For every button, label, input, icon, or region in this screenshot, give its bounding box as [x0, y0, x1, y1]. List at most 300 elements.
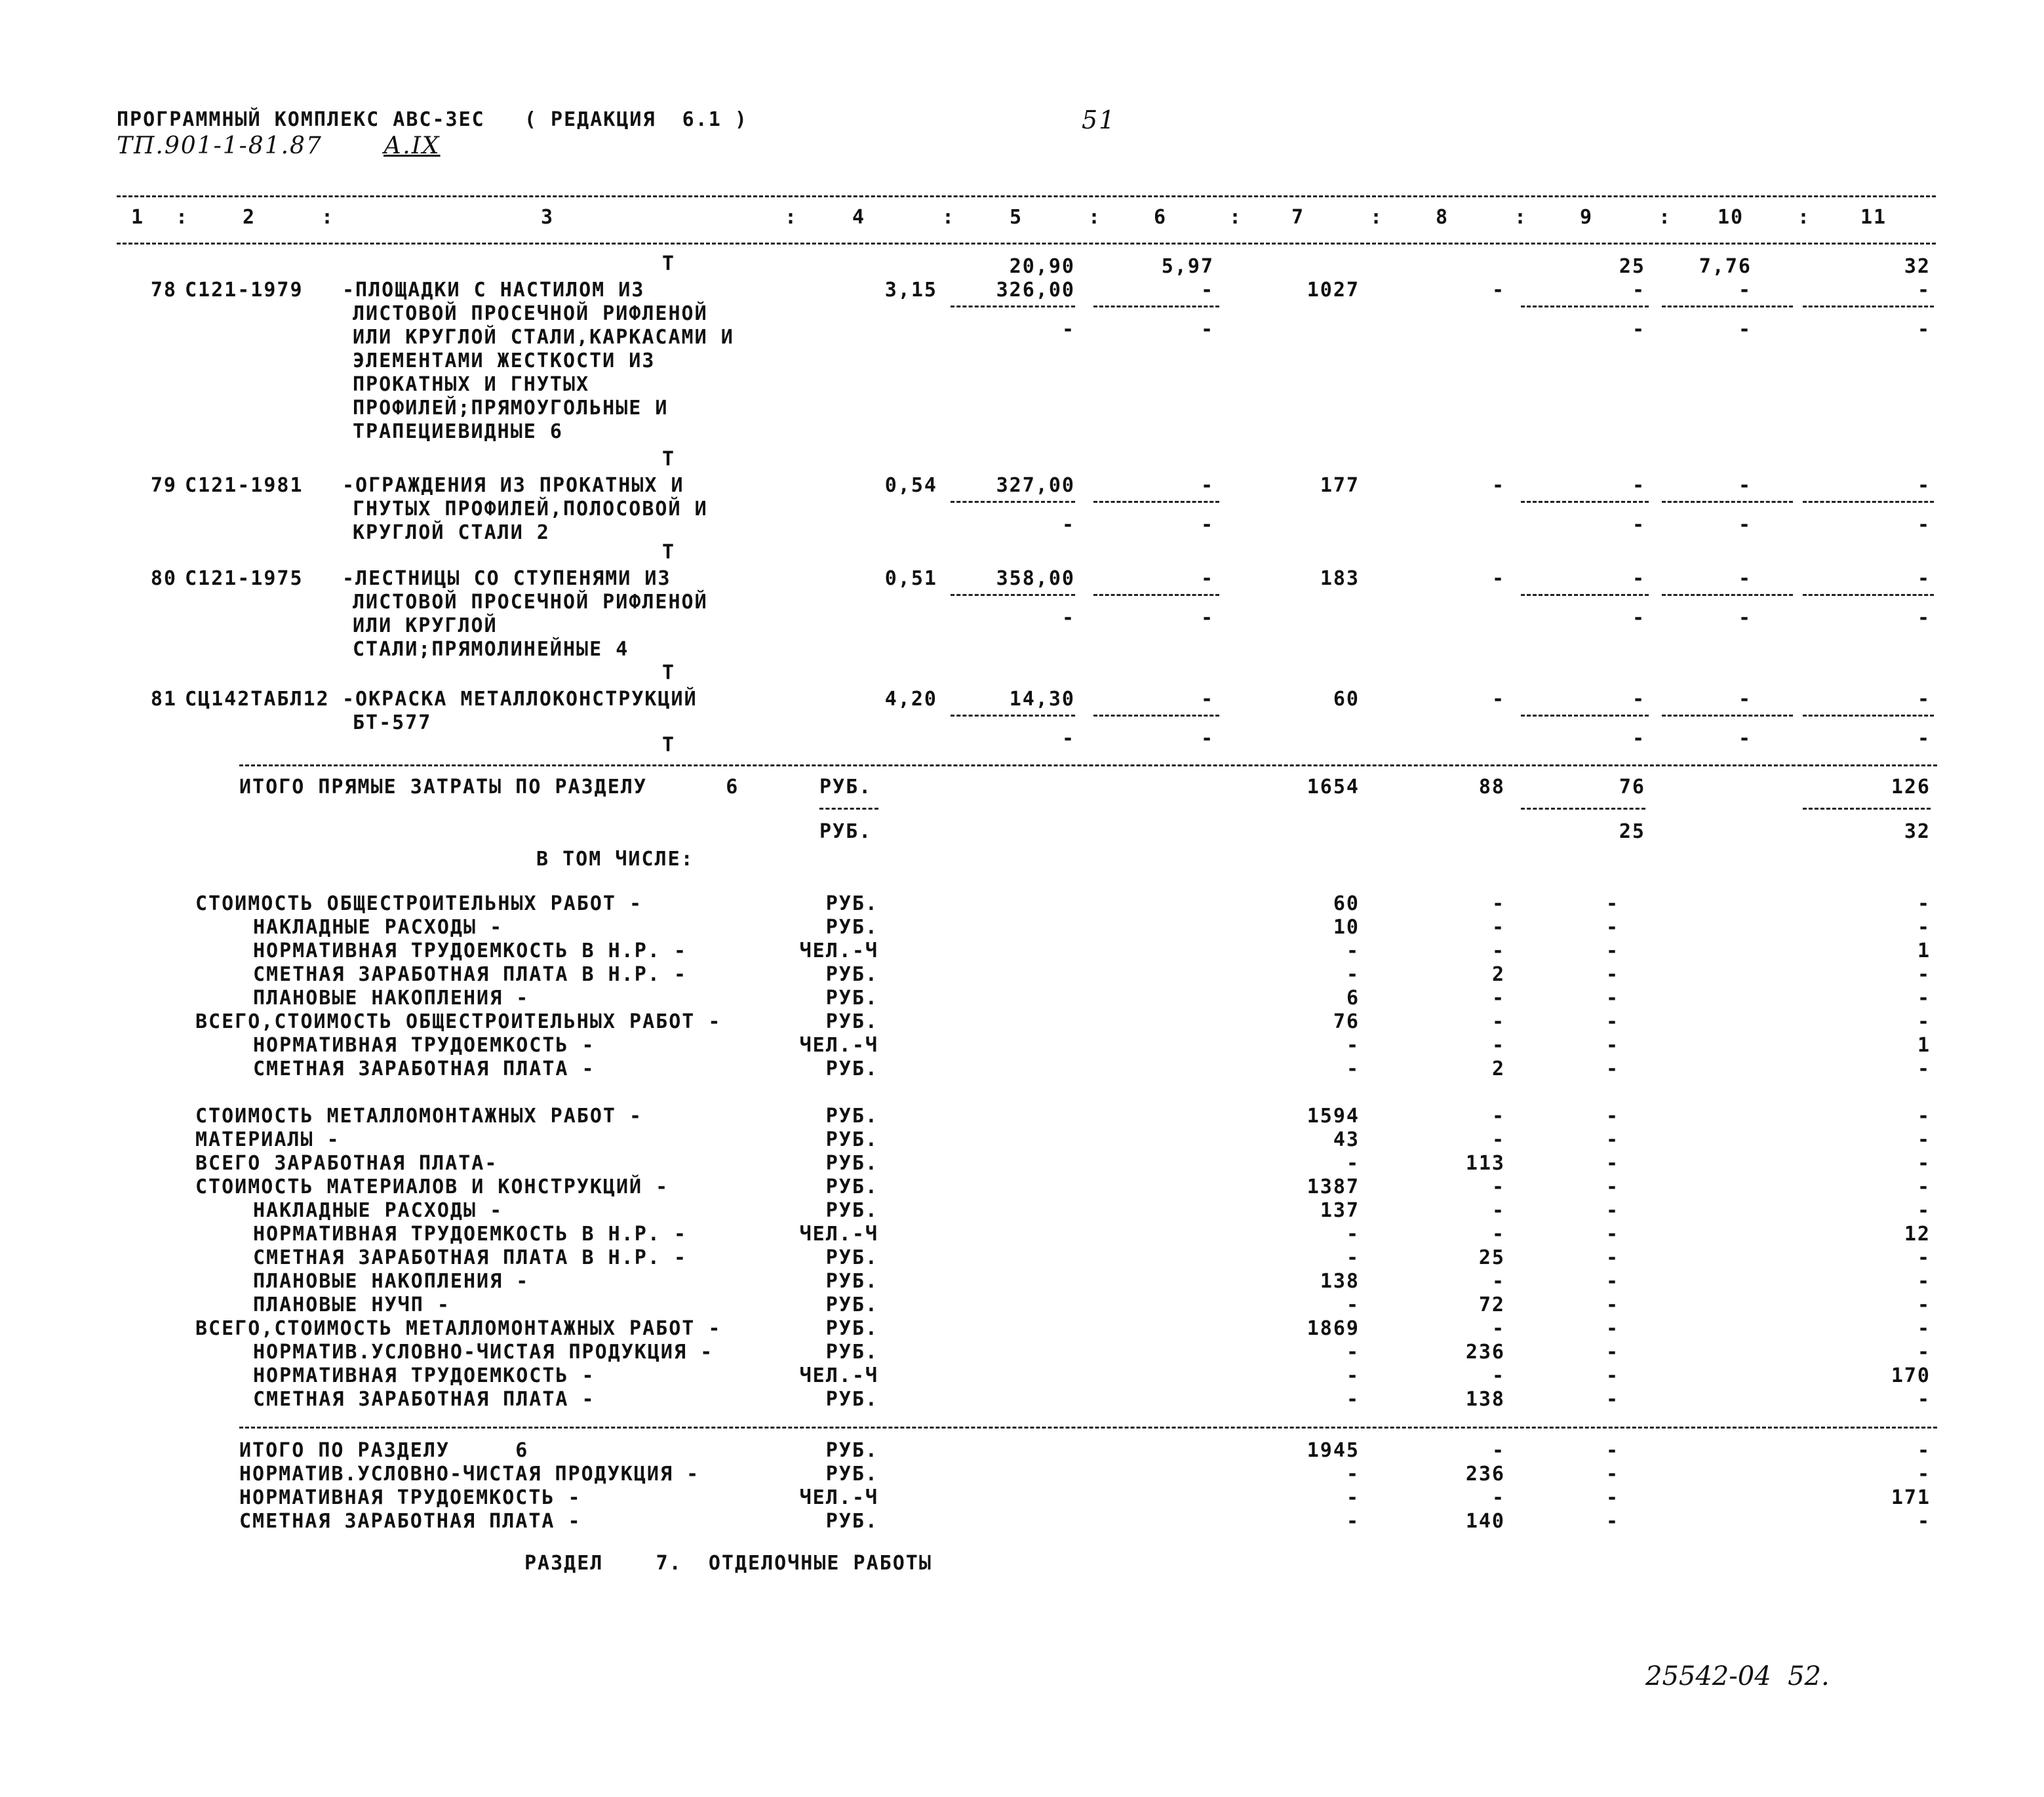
summary-label: МАТЕРИАЛЫ -	[195, 1128, 340, 1151]
cell-c8: -	[1491, 1010, 1505, 1033]
fraction-rule	[951, 715, 1075, 717]
cell-c11: -	[1917, 1317, 1931, 1340]
row-code: С121-1975	[185, 567, 304, 590]
cell-c8: 138	[1465, 1388, 1505, 1411]
cell-c8: -	[1491, 1223, 1505, 1246]
cell-c7: 1654	[1307, 776, 1360, 799]
fraction-rule	[1521, 808, 1645, 810]
cell-c9: -	[1632, 474, 1645, 497]
cell-c11: -	[1917, 1199, 1931, 1222]
cell-c7: -	[1346, 1341, 1360, 1364]
cell-c9: -	[1605, 1152, 1619, 1175]
column-number: 9	[1579, 206, 1594, 229]
cell-c11: -	[1917, 1105, 1931, 1128]
cell-c11: -	[1917, 987, 1931, 1010]
fraction-rule	[819, 808, 878, 810]
including-label: В ТОМ ЧИСЛЕ:	[536, 848, 694, 871]
row-description-line: ЛИСТОВОЙ ПРОСЕЧНОЙ РИФЛЕНОЙ	[353, 591, 708, 614]
unit-label: РУБ.	[825, 1510, 878, 1533]
summary-label: ПЛАНОВЫЕ НАКОПЛЕНИЯ -	[253, 987, 530, 1010]
cell-c9: -	[1632, 567, 1645, 590]
section-total-rule	[239, 1427, 1937, 1429]
unit-label: РУБ.	[819, 776, 873, 799]
cell-c9: -	[1605, 963, 1619, 986]
unit-label: ЧЕЛ.-Ч	[799, 1034, 878, 1057]
column-number: 6	[1153, 206, 1168, 229]
cell-c11: 32	[1904, 820, 1931, 843]
cell-c7: -	[1346, 1388, 1360, 1411]
row-description-line: СТАЛИ;ПРЯМОЛИНЕЙНЫЕ 4	[353, 638, 629, 661]
row-description-line: ПРОКАТНЫХ И ГНУТЫХ	[353, 373, 590, 396]
unit-label: РУБ.	[825, 1199, 878, 1222]
cell-c8: -	[1491, 567, 1505, 590]
cell-c9: -	[1632, 727, 1645, 750]
cell-c8: 113	[1465, 1152, 1505, 1175]
summary-label: ИТОГО ПО РАЗДЕЛУ 6	[239, 1439, 529, 1462]
cell-c11: -	[1917, 1152, 1931, 1175]
unit-label: РУБ.	[825, 1152, 878, 1175]
cell-c9: -	[1632, 318, 1645, 341]
cell-c8: 72	[1478, 1293, 1505, 1316]
unit-label: Т	[662, 541, 676, 564]
fraction-rule	[1803, 715, 1934, 717]
cell-c9: 25	[1619, 255, 1645, 278]
cell-c5: 326,00	[996, 279, 1075, 302]
cell-c5: -	[1061, 606, 1075, 629]
unit-label: РУБ.	[825, 892, 878, 915]
cell-c8: -	[1491, 279, 1505, 302]
cell-c8: -	[1491, 688, 1505, 711]
row-description-line: -ОГРАЖДЕНИЯ ИЗ ПРОКАТНЫХ И	[342, 474, 684, 497]
fraction-rule	[1521, 306, 1649, 307]
cell-c7: 1594	[1307, 1105, 1360, 1128]
summary-label: СМЕТНАЯ ЗАРАБОТНАЯ ПЛАТА В Н.Р. -	[253, 1246, 688, 1269]
fraction-rule	[1093, 594, 1219, 596]
cell-c11: -	[1917, 318, 1931, 341]
cell-c9: -	[1605, 892, 1619, 915]
cell-c5: 358,00	[996, 567, 1075, 590]
row-description-line: КРУГЛОЙ СТАЛИ 2	[353, 521, 550, 544]
cell-c5: -	[1061, 318, 1075, 341]
fraction-rule	[1803, 594, 1934, 596]
column-number: 7	[1291, 206, 1305, 229]
cell-c7: -	[1346, 1034, 1360, 1057]
column-separator: :	[1514, 206, 1528, 229]
total-direct-label: ИТОГО ПРЯМЫЕ ЗАТРАТЫ ПО РАЗДЕЛУ 6	[239, 776, 739, 799]
cell-c11: 32	[1904, 255, 1931, 278]
column-separator: :	[1798, 206, 1811, 229]
cell-c11: 171	[1891, 1486, 1931, 1509]
unit-label: Т	[662, 448, 676, 471]
cell-c9: -	[1605, 1388, 1619, 1411]
total-top-rule	[239, 764, 1937, 766]
cell-c11: -	[1917, 1388, 1931, 1411]
cell-c9: -	[1605, 1010, 1619, 1033]
row-description-line: ЭЛЕМЕНТАМИ ЖЕСТКОСТИ ИЗ	[353, 349, 656, 372]
cell-c11: -	[1917, 1510, 1931, 1533]
fraction-rule	[1521, 715, 1649, 717]
row-description-line: -ПЛОЩАДКИ С НАСТИЛОМ ИЗ	[342, 279, 645, 302]
cell-c9: -	[1605, 1270, 1619, 1293]
cell-c5: -	[1061, 513, 1075, 536]
cell-c6: -	[1200, 474, 1214, 497]
cell-c5: 327,00	[996, 474, 1075, 497]
cell-c8: 2	[1491, 1057, 1505, 1080]
cell-c10: -	[1738, 279, 1752, 302]
cell-c8: -	[1491, 474, 1505, 497]
cell-c9: -	[1632, 513, 1645, 536]
cell-c8: -	[1491, 1128, 1505, 1151]
cell-c9: -	[1605, 1486, 1619, 1509]
cell-c6: -	[1200, 606, 1214, 629]
column-separator: :	[1088, 206, 1102, 229]
cell-c9: -	[1605, 1463, 1619, 1486]
fraction-rule	[1803, 808, 1931, 810]
summary-label: НОРМАТИВ.УСЛОВНО-ЧИСТАЯ ПРОДУКЦИЯ -	[253, 1341, 714, 1364]
cell-c9: 25	[1619, 820, 1645, 843]
fraction-rule	[1803, 306, 1934, 307]
column-number: 3	[540, 206, 555, 229]
cell-c9: -	[1605, 1105, 1619, 1128]
column-separator: :	[942, 206, 956, 229]
cell-c10: -	[1738, 606, 1752, 629]
unit-label: РУБ.	[825, 1010, 878, 1033]
album-code: А.IХ	[383, 132, 441, 159]
cell-c11: -	[1917, 513, 1931, 536]
summary-label: НАКЛАДНЫЕ РАСХОДЫ -	[253, 1199, 503, 1222]
row-description-line: ИЛИ КРУГЛОЙ	[353, 614, 498, 637]
cell-c8: -	[1491, 1034, 1505, 1057]
cell-c8: -	[1491, 892, 1505, 915]
fraction-rule	[1803, 501, 1934, 503]
cell-c9: 76	[1619, 776, 1645, 799]
cell-c9: -	[1605, 1057, 1619, 1080]
cell-c7: -	[1346, 1246, 1360, 1269]
cell-c8: -	[1491, 1105, 1505, 1128]
cell-c9: -	[1605, 916, 1619, 939]
cell-c6: -	[1200, 318, 1214, 341]
summary-label: НОРМАТИВНАЯ ТРУДОЕМКОСТЬ В Н.Р. -	[253, 939, 688, 962]
column-number: 5	[1009, 206, 1023, 229]
cell-c7: 138	[1320, 1270, 1360, 1293]
fraction-rule	[1093, 501, 1219, 503]
row-code: С121-1979	[185, 279, 304, 302]
cell-c8: 25	[1478, 1246, 1505, 1269]
fraction-rule	[1093, 306, 1219, 307]
cell-c8: 88	[1478, 776, 1505, 799]
cell-c9: -	[1605, 1293, 1619, 1316]
cell-c11: -	[1917, 279, 1931, 302]
cell-c6: 5,97	[1161, 255, 1214, 278]
cell-c7: 43	[1333, 1128, 1360, 1151]
unit-label: РУБ.	[825, 1270, 878, 1293]
section-title: РАЗДЕЛ 7. ОТДЕЛОЧНЫЕ РАБОТЫ	[524, 1552, 932, 1575]
fraction-rule	[1662, 306, 1793, 307]
unit-label: РУБ.	[825, 987, 878, 1010]
cell-c8: 140	[1465, 1510, 1505, 1533]
program-title: ПРОГРАММНЫЙ КОМПЛЕКС АВС-ЗЕС ( РЕДАКЦИЯ 6.1 )	[117, 108, 748, 131]
cell-c9: -	[1632, 606, 1645, 629]
cell-c5: -	[1061, 727, 1075, 750]
cell-c8: -	[1491, 1175, 1505, 1198]
cell-c7: -	[1346, 1057, 1360, 1080]
cell-c9: -	[1632, 688, 1645, 711]
unit-label: Т	[662, 734, 676, 757]
summary-label: НАКЛАДНЫЕ РАСХОДЫ -	[253, 916, 503, 939]
summary-label: НОРМАТИВ.УСЛОВНО-ЧИСТАЯ ПРОДУКЦИЯ -	[239, 1463, 700, 1486]
cell-c6: -	[1200, 513, 1214, 536]
summary-label: СТОИМОСТЬ ОБЩЕСТРОИТЕЛЬНЫХ РАБОТ -	[195, 892, 643, 915]
cell-c11: -	[1917, 1293, 1931, 1316]
cell-c7: -	[1346, 1293, 1360, 1316]
cell-c11: -	[1917, 916, 1931, 939]
fraction-rule	[1662, 594, 1793, 596]
column-number: 4	[852, 206, 866, 229]
column-number: 8	[1435, 206, 1449, 229]
cell-c11: -	[1917, 1270, 1931, 1293]
cell-c9: -	[1605, 1199, 1619, 1222]
unit-label: ЧЕЛ.-Ч	[799, 939, 878, 962]
cell-c7: 60	[1333, 892, 1360, 915]
row-description-line: -ЛЕСТНИЦЫ СО СТУПЕНЯМИ ИЗ	[342, 567, 671, 590]
cell-c11: -	[1917, 1128, 1931, 1151]
cell-c8: -	[1491, 1317, 1505, 1340]
cell-c8: -	[1491, 987, 1505, 1010]
row-code: С121-1981	[185, 474, 304, 497]
cell-c7: -	[1346, 963, 1360, 986]
unit-label: РУБ.	[825, 963, 878, 986]
cell-c7: 76	[1333, 1010, 1360, 1033]
row-description-line: БТ-577	[353, 711, 432, 734]
cell-c7: 1027	[1307, 279, 1360, 302]
cell-c9: -	[1605, 1128, 1619, 1151]
cell-c7: 1869	[1307, 1317, 1360, 1340]
cell-c4: 0,54	[884, 474, 937, 497]
header-bottom-rule	[117, 243, 1936, 245]
row-number: 78	[150, 279, 177, 302]
column-number: 11	[1860, 206, 1887, 229]
cell-c7: 1945	[1307, 1439, 1360, 1462]
fraction-rule	[1093, 715, 1219, 717]
cell-c9: -	[1605, 1317, 1619, 1340]
fraction-rule	[951, 501, 1075, 503]
column-number: 10	[1717, 206, 1744, 229]
summary-label: ПЛАНОВЫЕ НУЧП -	[253, 1293, 450, 1316]
fraction-rule	[1521, 594, 1649, 596]
summary-label: СМЕТНАЯ ЗАРАБОТНАЯ ПЛАТА -	[253, 1388, 595, 1411]
unit-label: Т	[662, 662, 676, 684]
summary-label: СМЕТНАЯ ЗАРАБОТНАЯ ПЛАТА -	[253, 1057, 595, 1080]
cell-c4: 3,15	[884, 279, 937, 302]
fraction-rule	[1662, 501, 1793, 503]
header-top-rule	[117, 195, 1936, 197]
cell-c11: 12	[1904, 1223, 1931, 1246]
cell-c9: -	[1605, 1510, 1619, 1533]
cell-c7: -	[1346, 1463, 1360, 1486]
cell-c10: -	[1738, 688, 1752, 711]
cell-c7: 6	[1346, 987, 1360, 1010]
cell-c8: -	[1491, 939, 1505, 962]
column-number: 1	[130, 206, 145, 229]
summary-label: НОРМАТИВНАЯ ТРУДОЕМКОСТЬ -	[253, 1364, 595, 1387]
cell-c7: 177	[1320, 474, 1360, 497]
summary-label: НОРМАТИВНАЯ ТРУДОЕМКОСТЬ -	[239, 1486, 581, 1509]
summary-label: ВСЕГО,СТОИМОСТЬ ОБЩЕСТРОИТЕЛЬНЫХ РАБОТ -	[195, 1010, 722, 1033]
cell-c9: -	[1605, 1439, 1619, 1462]
cell-c9: -	[1605, 1246, 1619, 1269]
unit-label: Т	[662, 252, 676, 275]
column-separator: :	[1659, 206, 1672, 229]
cell-c11: -	[1917, 474, 1931, 497]
cell-c7: 183	[1320, 567, 1360, 590]
cell-c8: 2	[1491, 963, 1505, 986]
cell-c9: -	[1605, 1175, 1619, 1198]
cell-c11: -	[1917, 1057, 1931, 1080]
cell-c8: -	[1491, 1199, 1505, 1222]
cell-c11: -	[1917, 1175, 1931, 1198]
unit-label: РУБ.	[819, 820, 873, 843]
cell-c10: -	[1738, 567, 1752, 590]
cell-c7: -	[1346, 1223, 1360, 1246]
summary-label: СМЕТНАЯ ЗАРАБОТНАЯ ПЛАТА -	[239, 1510, 581, 1533]
cell-c11: -	[1917, 963, 1931, 986]
page-number: 51	[1082, 106, 1116, 134]
archive-stamp: 25542-04 52.	[1645, 1661, 1830, 1691]
cell-c8: -	[1491, 1364, 1505, 1387]
column-separator: :	[176, 206, 189, 229]
unit-label: РУБ.	[825, 1105, 878, 1128]
cell-c10: -	[1738, 513, 1752, 536]
cell-c6: -	[1200, 688, 1214, 711]
cell-c9: -	[1605, 987, 1619, 1010]
row-number: 81	[150, 688, 177, 711]
fraction-rule	[951, 306, 1075, 307]
cell-c7: -	[1346, 1510, 1360, 1533]
unit-label: ЧЕЛ.-Ч	[799, 1486, 878, 1509]
row-description-line: ПРОФИЛЕЙ;ПРЯМОУГОЛЬНЫЕ И	[353, 397, 669, 420]
cell-c9: -	[1605, 939, 1619, 962]
column-separator: :	[1229, 206, 1243, 229]
cell-c5: 20,90	[1009, 255, 1075, 278]
cell-c8: 236	[1465, 1463, 1505, 1486]
cell-c7: 60	[1333, 688, 1360, 711]
cell-c5: 14,30	[1009, 688, 1075, 711]
row-description-line: ЛИСТОВОЙ ПРОСЕЧНОЙ РИФЛЕНОЙ	[353, 302, 708, 325]
summary-label: НОРМАТИВНАЯ ТРУДОЕМКОСТЬ -	[253, 1034, 595, 1057]
unit-label: РУБ.	[825, 1388, 878, 1411]
row-number: 80	[150, 567, 177, 590]
cell-c8: -	[1491, 1270, 1505, 1293]
cell-c7: 10	[1333, 916, 1360, 939]
row-code: СЦ142ТАБЛ12	[185, 688, 330, 711]
cell-c7: 1387	[1307, 1175, 1360, 1198]
cell-c4: 4,20	[884, 688, 937, 711]
column-separator: :	[321, 206, 335, 229]
cell-c6: -	[1200, 279, 1214, 302]
summary-label: ВСЕГО ЗАРАБОТНАЯ ПЛАТА-	[195, 1152, 498, 1175]
cell-c11: -	[1917, 1246, 1931, 1269]
unit-label: РУБ.	[825, 1246, 878, 1269]
column-number: 2	[242, 206, 256, 229]
cell-c11: -	[1917, 606, 1931, 629]
cell-c11: -	[1917, 1341, 1931, 1364]
unit-label: РУБ.	[825, 1128, 878, 1151]
summary-label: ВСЕГО,СТОИМОСТЬ МЕТАЛЛОМОНТАЖНЫХ РАБОТ -	[195, 1317, 722, 1340]
unit-label: РУБ.	[825, 1317, 878, 1340]
unit-label: РУБ.	[825, 1175, 878, 1198]
fraction-rule	[1521, 501, 1649, 503]
cell-c11: -	[1917, 1463, 1931, 1486]
row-description-line: -ОКРАСКА МЕТАЛЛОКОНСТРУКЦИЙ	[342, 688, 698, 711]
cell-c8: 236	[1465, 1341, 1505, 1364]
cell-c9: -	[1605, 1364, 1619, 1387]
cell-c8: -	[1491, 1486, 1505, 1509]
cell-c10: -	[1738, 318, 1752, 341]
cell-c11: -	[1917, 688, 1931, 711]
cell-c4: 0,51	[884, 567, 937, 590]
cell-c8: -	[1491, 1439, 1505, 1462]
project-code: ТП.901-1-81.87	[117, 132, 323, 159]
cell-c9: -	[1605, 1341, 1619, 1364]
row-description-line: ТРАПЕЦИЕВИДНЫЕ 6	[353, 420, 563, 443]
row-description-line: ИЛИ КРУГЛОЙ СТАЛИ,КАРКАСАМИ И	[353, 326, 734, 349]
cell-c11: -	[1917, 892, 1931, 915]
cell-c11: 170	[1891, 1364, 1931, 1387]
unit-label: ЧЕЛ.-Ч	[799, 1223, 878, 1246]
cell-c11: 1	[1917, 939, 1931, 962]
fraction-rule	[951, 594, 1075, 596]
summary-label: СТОИМОСТЬ МАТЕРИАЛОВ И КОНСТРУКЦИЙ -	[195, 1175, 669, 1198]
cell-c11: 126	[1891, 776, 1931, 799]
summary-label: СМЕТНАЯ ЗАРАБОТНАЯ ПЛАТА В Н.Р. -	[253, 963, 688, 986]
cell-c6: -	[1200, 727, 1214, 750]
cell-c7: -	[1346, 1486, 1360, 1509]
unit-label: РУБ.	[825, 1057, 878, 1080]
cell-c7: 137	[1320, 1199, 1360, 1222]
unit-label: РУБ.	[825, 1293, 878, 1316]
cell-c6: -	[1200, 567, 1214, 590]
summary-label: СТОИМОСТЬ МЕТАЛЛОМОНТАЖНЫХ РАБОТ -	[195, 1105, 643, 1128]
unit-label: РУБ.	[825, 1463, 878, 1486]
unit-label: РУБ.	[825, 1341, 878, 1364]
column-separator: :	[1370, 206, 1384, 229]
cell-c7: -	[1346, 1152, 1360, 1175]
cell-c9: -	[1605, 1034, 1619, 1057]
cell-c11: 1	[1917, 1034, 1931, 1057]
cell-c10: 7,76	[1699, 255, 1752, 278]
cell-c8: -	[1491, 916, 1505, 939]
cell-c11: -	[1917, 727, 1931, 750]
cell-c7: -	[1346, 939, 1360, 962]
fraction-rule	[1662, 715, 1793, 717]
unit-label: РУБ.	[825, 916, 878, 939]
cell-c9: -	[1632, 279, 1645, 302]
column-separator: :	[785, 206, 798, 229]
cell-c11: -	[1917, 1010, 1931, 1033]
row-description-line: ГНУТЫХ ПРОФИЛЕЙ,ПОЛОСОВОЙ И	[353, 498, 708, 521]
cell-c9: -	[1605, 1223, 1619, 1246]
summary-label: ПЛАНОВЫЕ НАКОПЛЕНИЯ -	[253, 1270, 530, 1293]
row-number: 79	[150, 474, 177, 497]
cell-c10: -	[1738, 474, 1752, 497]
unit-label: ЧЕЛ.-Ч	[799, 1364, 878, 1387]
cell-c11: -	[1917, 567, 1931, 590]
unit-label: РУБ.	[825, 1439, 878, 1462]
cell-c11: -	[1917, 1439, 1931, 1462]
summary-label: НОРМАТИВНАЯ ТРУДОЕМКОСТЬ В Н.Р. -	[253, 1223, 688, 1246]
cell-c7: -	[1346, 1364, 1360, 1387]
cell-c10: -	[1738, 727, 1752, 750]
